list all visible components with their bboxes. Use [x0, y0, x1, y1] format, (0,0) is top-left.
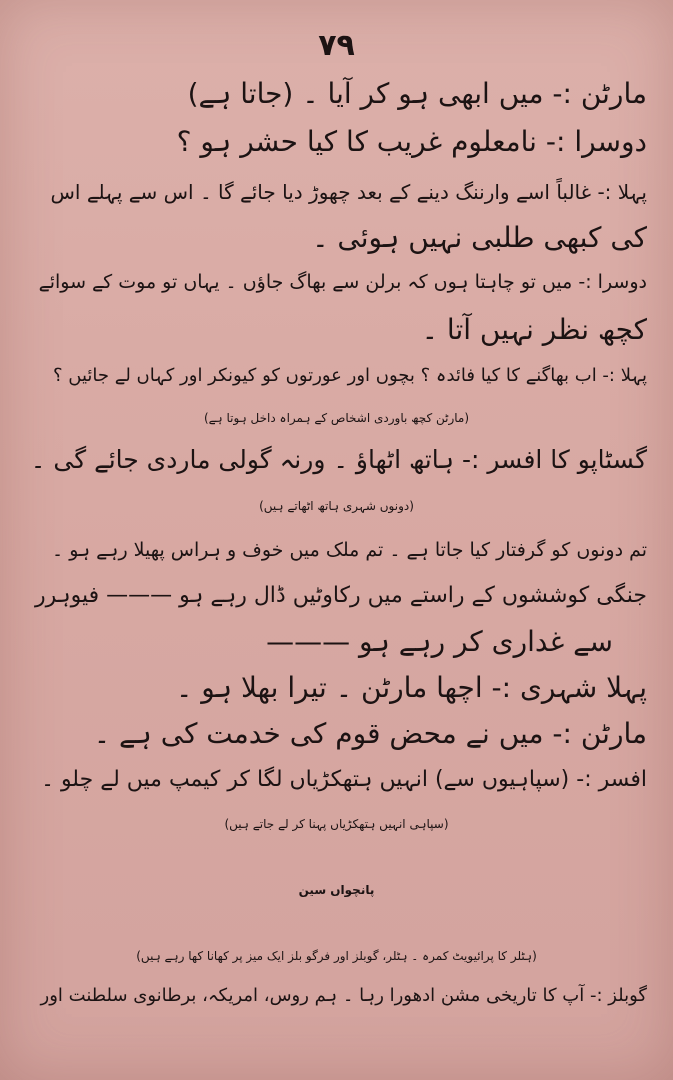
dialogue-line: پہلا :- غالباً اسے وارننگ دینے کے بعد چھوڑ دیا جائے گا ۔ اس سے پہلے اس — [50, 180, 647, 204]
dialogue-line: سے غداری کر رہے ہو ——— — [266, 625, 613, 658]
dialogue-line: دوسرا :- میں تو چاہتا ہوں کہ برلن سے بھاگ جاؤں ۔ یہاں تو موت کے سوائے — [38, 271, 647, 293]
scene-heading: پانچواں سین — [298, 883, 375, 897]
dialogue-line: پہلا :- اب بھاگنے کا کیا فائدہ ؟ بچوں اور عورتوں کو کیونکر اور کہاں لے جائیں ؟ — [53, 365, 647, 386]
dialogue-line: تم دونوں کو گرفتار کیا جاتا ہے ۔ تم ملک میں خوف و ہراس پھیلا رہے ہو ۔ — [52, 539, 647, 561]
dialogue-line: جنگی کوششوں کے راستے میں رکاوٹیں ڈال رہے ہو ——— فیوہرر — [35, 583, 647, 608]
dialogue-line: پہلا شہری :- اچھا مارٹن ۔ تیرا بھلا ہو ۔ — [175, 671, 647, 704]
dialogue-line: گوبلز :- آپ کا تاریخی مشن ادھورا رہا ۔ ہم روس، امریکہ، برطانوی سلطنت اور — [40, 985, 647, 1006]
dialogue-line: گسٹاپو کا افسر :- ہاتھ اٹھاؤ ۔ ورنہ گولی ماردی جائے گی ۔ — [30, 445, 647, 474]
dialogue-line: مارٹن :- میں نے محض قوم کی خدمت کی ہے ۔ — [93, 717, 647, 750]
dialogue-line: دوسرا :- نامعلوم غریب کا کیا حشر ہو ؟ — [176, 125, 647, 158]
dialogue-line: کچھ نظر نہیں آتا ۔ — [421, 313, 647, 346]
stage-direction: (مارٹن کچھ باوردی اشخاص کے ہمراہ داخل ہوتا ہے) — [203, 411, 470, 425]
stage-direction: (ہٹلر کا پرائیویٹ کمرہ ۔ ہٹلر، گوبلز اور فرگو بلز ایک میز پر کھانا کھا رہے ہیں) — [136, 949, 537, 963]
stage-direction: (دونوں شہری ہاتھ اٹھاتے ہیں) — [259, 499, 414, 513]
stage-direction: (سپاہی انہیں ہتھکڑیاں پہنا کر لے جاتے ہیں) — [224, 817, 449, 831]
dialogue-line: مارٹن :- میں ابھی ہو کر آیا ۔ (جاتا ہے) — [187, 77, 647, 110]
dialogue-line: افسر :- (سپاہیوں سے) انہیں ہتھکڑیاں لگا کر کیمپ میں لے چلو ۔ — [41, 767, 647, 792]
page-number: ۷۹ — [318, 28, 355, 63]
dialogue-line: کی کبھی طلبی نہیں ہوئی ۔ — [312, 221, 647, 254]
